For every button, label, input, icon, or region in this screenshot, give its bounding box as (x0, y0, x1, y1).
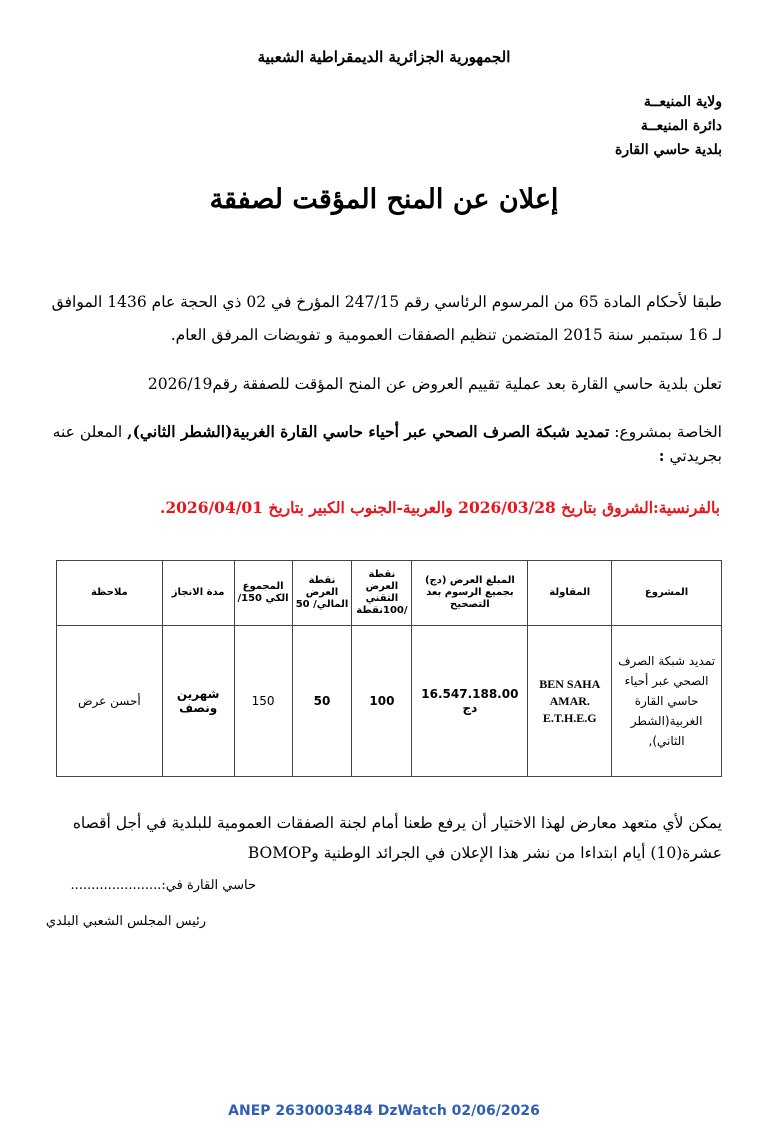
header-amount: المبلغ العرض (دج) بجميع الرسوم بعد التصحيح (412, 561, 528, 626)
daira-line: دائرة المنيعــة (640, 118, 722, 134)
republic-header: الجمهورية الجزائرية الديمقراطية الشعبية (257, 48, 511, 66)
cell-duration: شهرين ونصف (162, 626, 234, 777)
cell-financial-score: 50 (292, 626, 352, 777)
page-title: إعلان عن المنح المؤقت لصفقة (209, 184, 559, 215)
header-total-score: المجموع الكي 150/ (234, 561, 292, 626)
publication-reference: ANEP 2630003484 DzWatch 02/06/2026 (228, 1103, 540, 1119)
table-header-row (57, 561, 722, 626)
cell-project: تمديد شبكة الصرف الصحي عبر أحياء حاسي القارة الغربية(الشطر الثاني), (612, 626, 722, 777)
announcement-paragraph: تعلن بلدية حاسي القارة بعد عملية تقييم العروض عن المنح المؤقت للصفقة رقم2026/19 (147, 375, 722, 393)
signatory-title: رئيس المجلس الشعبي البلدي (45, 914, 206, 929)
table-row (57, 626, 722, 777)
legal-basis-paragraph: طبقا لأحكام المادة 65 من المرسوم الرئاسي رقم 247/15 المؤرخ في 02 ذي الحجة عام 1436 الموافق لـ 16 سبتمبر سنة 2015 المتضمن تنظيم الصفقات العمومية و تفويضات المرفق العام. (51, 293, 722, 344)
header-project: المشروع (612, 561, 722, 626)
header-financial-score: نقطة العرض المالي/ 50 (292, 561, 352, 626)
cell-amount: 16.547.188.00 دج (412, 626, 528, 777)
newspapers-intro: المعلن عنه بجريدتي (52, 423, 722, 465)
cell-note: أحسن عرض (57, 626, 163, 777)
cell-total-score: 150 (234, 626, 292, 777)
place-date-line: حاسي القارة في:...................... (70, 878, 256, 893)
project-name: تمديد شبكة الصرف الصحي عبر أحياء حاسي القارة الغربية(الشطر الثاني), (127, 422, 610, 441)
project-paragraph (46, 420, 722, 468)
administrative-block (615, 90, 722, 162)
cell-technical-score: 100 (352, 626, 412, 777)
wilaya-line: ولاية المنيعــة (643, 94, 722, 110)
project-prefix: الخاصة بمشروع: (609, 423, 722, 441)
header-technical-score: نقطة العرض التقني /100نقطة (352, 561, 412, 626)
commune-line: بلدية حاسي القارة (615, 142, 722, 158)
appeal-paragraph: يمكن لأي متعهد معارض لهذا الاختيار أن يرفع طعنا أمام لجنة الصفقات العمومية للبلدية في أجل أقصاه عشرة(10) أيام ابتداءا من نشر هذا الإعلان في الجرائد الوطنية وBOMOP (72, 814, 722, 862)
newspapers-line: بالفرنسية:الشروق بتاريخ 2026/03/28 والعربية-الجنوب الكبير بتاريخ 2026/04/01. (159, 498, 720, 517)
header-contractor: المقاولة (528, 561, 612, 626)
cell-contractor: BEN SAHA AMAR. E.T.H.E.G (528, 626, 612, 777)
award-table (56, 560, 722, 777)
header-duration: مدة الانجاز (162, 561, 234, 626)
header-note: ملاحظة (57, 561, 163, 626)
colon: : (658, 446, 665, 465)
